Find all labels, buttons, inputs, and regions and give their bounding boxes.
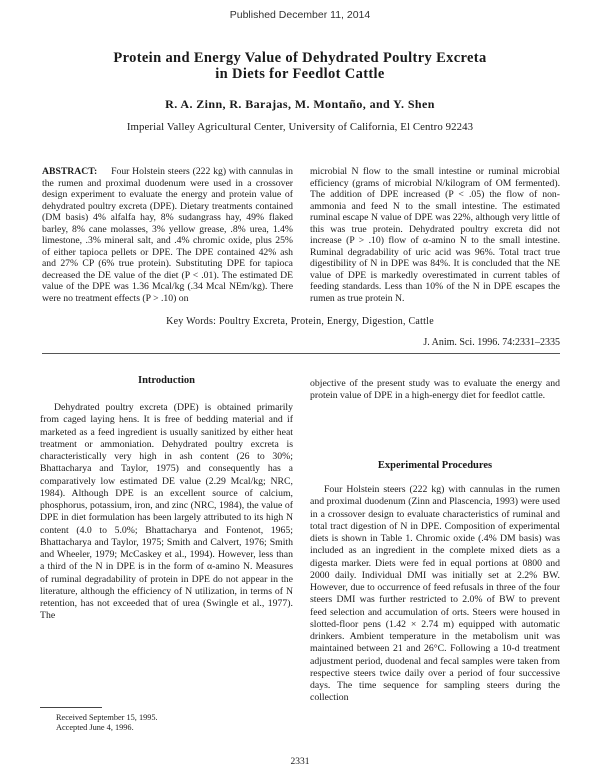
- abstract-text-right: microbial N flow to the small intestine or ruminal microbial efficiency (grams of microbial N/kilogram of OM fermented). The addition of DPE increased (P < .05) the flow of non-ammonia and feed N to the small intestine. The estimated ruminal escape N value of DPE was 22%, although very little of this was true protein. Dehydrated poultry excreta did not increase (P > .10) flow of α-amino N to the small intestine. Ruminal degradability of uric acid was 96%. Total tract true digestibility of N in DPE was 84%. It is concluded that the NE value of DPE is markedly overestimated in current tables of feeding standards. Less than 10% of the N in DPE escapes the rumen as true protein N.: [310, 166, 560, 305]
- experimental-procedures-heading: Experimental Procedures: [377, 460, 493, 471]
- received-date: Received September 15, 1995.: [56, 713, 158, 722]
- abstract-right-column: [310, 166, 560, 305]
- experimental-procedures-body: [310, 484, 560, 705]
- title-line-2: in Diets for Feedlot Cattle: [215, 66, 385, 82]
- title-line-1: Protein and Energy Value of Dehydrated Poultry Excreta: [113, 50, 487, 66]
- article-title: [40, 50, 560, 82]
- affiliation: Imperial Valley Agricultural Center, University of California, El Centro 92243: [126, 121, 474, 133]
- experimental-paragraph: Four Holstein steers (222 kg) with cannulas in the rumen and proximal duodenum (Zinn and Plascencia, 1993) were used in a crossover design to evaluate characteristics of ruminal and total tract digestion of N in DPE. Composition of experimental diets is shown in Table 1. Chromic oxide (.4% DM basis) was included as an ingredient in the complete mixed diets as a digesta marker. Diets were fed in equal portions at 0800 and 2000 daily. Individual DMI was initially set at 2.2% BW. However, due to occurrence of feed refusals in three of the four steers DMI was further restricted to 2.0% of BW to prevent feed selection and accumulation of orts. Steers were housed in slotted-floor pens (1.42 × 2.74 m) equipped with automatic drinkers. Ambient temperature in the metabolism unit was maintained between 21 and 26°C. Following a 10-d treatment adjustment period, duodenal and fecal samples were taken from respective steers twice daily over a period of four successive days. The time sequence for sampling steers during the collection: [310, 484, 560, 704]
- key-words: Key Words: Poultry Excreta, Protein, Energy, Digestion, Cattle: [166, 316, 434, 327]
- abstract-left-column: [42, 166, 293, 305]
- accepted-date: Accepted June 4, 1996.: [56, 723, 134, 733]
- footnote-divider: [40, 707, 102, 708]
- introduction-body: [40, 402, 293, 623]
- journal-citation: J. Anim. Sci. 1996. 74:2331–2335: [423, 337, 560, 348]
- introduction-continued: [310, 378, 560, 403]
- footnotes: [56, 713, 256, 734]
- authors: R. A. Zinn, R. Barajas, M. Montaño, and Y. Shen: [165, 97, 435, 111]
- page-number: 2331: [290, 757, 310, 767]
- introduction-heading: Introduction: [138, 375, 195, 386]
- abstract-text-left: Four Holstein steers (222 kg) with cannulas in the rumen and proximal duodenum were used in a crossover design experiment to evaluate the energy and protein value of dehydrated poultry excreta (DPE). Dietary treatments contained (DM basis) 4% alfalfa hay, 8% sudangrass hay, 49% flaked barley, 8% cane molasses, 3% yellow grease, .8% urea, 1.4% limestone, .3% mineral salt, and .4% chromic oxide, plus 25% of either tapioca pellets or DPE. The DPE contained 42% ash and 27% CP (6% true protein). Substituting DPE for tapioca decreased the DE value of the diet (P < .01). The estimated DE value of the DPE was 1.36 Mcal/kg (.34 Mcal NEm/kg). There were no treatment effects (P > .10) on: [42, 166, 293, 305]
- divider: [42, 353, 560, 354]
- published-date: Published December 11, 2014: [229, 9, 371, 21]
- introduction-paragraph-continued: objective of the present study was to evaluate the energy and protein value of DPE in a high-energy diet for feedlot cattle.: [310, 378, 560, 402]
- introduction-paragraph: Dehydrated poultry excreta (DPE) is obtained primarily from caged laying hens. It is free of bedding material and if marketed as a feed ingredient is usually sanitized by either heat treatment or ammoniation. Dehydrated poultry excreta is characteristically very high in ash content (26 to 30%; Bhattacharya and Taylor, 1975) and consequently has a comparatively low estimated DE value (2.29 Mcal/kg; NRC, 1984). Although DPE is an excellent source of calcium, phosphorus, potassium, iron, and zinc (NRC, 1984), the value of DPE in diet formulation has been largely attributed to its high N content (4.0 to 5.0%; Bhattacharya and Fontenot, 1965; Bhattacharya and Taylor, 1975; Smith and Calvert, 1976; Smith and Wheeler, 1979; McCaskey et al., 1994). However, less than a third of the N in DPE is in the form of α-amino N. Measures of ruminal degradability of protein in DPE do not appear in the literature, although the efficiency of N utilization, in terms of N retention, has not exceeded that of urea (Swingle et al., 1977). The: [40, 402, 293, 622]
- abstract-label: ABSTRACT:: [42, 166, 98, 177]
